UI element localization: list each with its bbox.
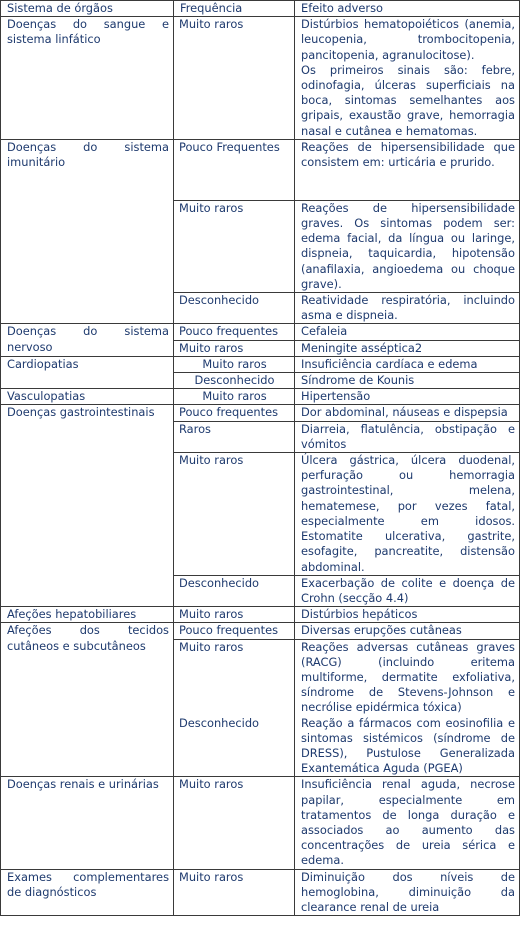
organ-cell: Doenças gastrointestinais — [1, 405, 174, 607]
effect-cell: Reações de hipersensibilidade que consistem em: urticária e prurido. — [295, 139, 520, 200]
frequency-cell: Muito raros — [174, 356, 295, 372]
frequency-label: Muito raros — [179, 639, 244, 654]
organ-cell: Doenças do sistema imunitário — [1, 139, 174, 324]
header-organ-system: Sistema de órgãos — [1, 1, 174, 17]
effect-paragraph: Reação a fármacos com eosinofilia e sintomas sistémicos (síndrome de DRESS), Pustulose Generalizada Exantemática Aguda (PGEA) — [301, 715, 515, 776]
organ-cell: Doenças do sistema nervoso — [1, 324, 174, 356]
spacer — [179, 655, 290, 716]
effect-paragraph: Os primeiros sinais são: febre, odinofagia, úlceras superficiais na boca, sintomas semelhantes aos gripais, exaustão grave, hemorragia nasal e cutânea e hematomas. — [301, 62, 515, 138]
frequency-cell: Muito raros — [174, 453, 295, 576]
effect-cell: Insuficiência cardíaca e edema — [295, 356, 520, 372]
effect-cell: Distúrbios hepáticos — [295, 607, 520, 623]
effect-cell: Úlcera gástrica, úlcera duodenal, perfuração ou hemorragia gastrointestinal, melena, hematemese, por vezes fatal, especialmente em idosos. Estomatite ulcerativa, gastrite, esofagite, pancreatite, distensão abdominal. — [295, 453, 520, 576]
table-row — [1, 607, 520, 623]
effect-cell — [295, 17, 520, 140]
table-row — [1, 356, 520, 372]
organ-cell: Afeções hepatobiliares — [1, 607, 174, 623]
effect-cell: Diversas erupções cutâneas — [295, 623, 520, 639]
table-row — [1, 139, 520, 200]
frequency-cell: Muito raros — [174, 17, 295, 140]
table-row — [1, 17, 520, 140]
header-adverse-effect: Efeito adverso — [295, 1, 520, 17]
frequency-cell — [174, 639, 295, 777]
organ-cell: Exames complementares de diagnósticos — [1, 869, 174, 916]
effect-cell: Síndrome de Kounis — [295, 373, 520, 389]
effect-paragraph: Distúrbios hematopoiéticos (anemia, leucopenia, trombocitopenia, pancitopenia, agranulocitose). — [301, 17, 515, 62]
frequency-cell: Muito raros — [174, 869, 295, 916]
frequency-cell: Desconhecido — [174, 575, 295, 606]
effect-cell: Diminuição dos níveis de hemoglobina, diminuição da clearance renal de ureia — [295, 869, 520, 916]
frequency-cell: Pouco Frequentes — [174, 139, 295, 200]
table-row — [1, 777, 520, 869]
table-row — [1, 324, 520, 340]
frequency-cell: Muito raros — [174, 777, 295, 869]
effect-cell: Reatividade respiratória, incluindo asma e dispneia. — [295, 293, 520, 324]
effect-cell — [295, 639, 520, 777]
organ-cell: Afeções dos tecidos cutâneos e subcutâneos — [1, 623, 174, 777]
organ-cell: Doenças renais e urinárias — [1, 777, 174, 869]
effect-cell: Cefaleia — [295, 324, 520, 340]
frequency-cell: Pouco frequentes — [174, 405, 295, 421]
effect-cell: Reações de hipersensibilidade graves. Os sintomas podem ser: edema facial, da língua ou laringe, dispneia, taquicardia, hipotensão (anafilaxia, angioedema ou choque grave). — [295, 200, 520, 292]
effect-cell: Dor abdominal, náuseas e dispepsia — [295, 405, 520, 421]
frequency-label: Desconhecido — [179, 715, 260, 730]
organ-cell: Cardiopatias — [1, 356, 174, 388]
table-row — [1, 405, 520, 421]
table-row — [1, 389, 520, 405]
organ-cell: Doenças do sangue e sistema linfático — [1, 17, 174, 140]
frequency-cell: Desconhecido — [174, 293, 295, 324]
effect-cell: Meningite asséptica2 — [295, 340, 520, 356]
frequency-cell: Pouco frequentes — [174, 623, 295, 639]
frequency-cell: Raros — [174, 421, 295, 452]
header-frequency: Frequência — [174, 1, 295, 17]
frequency-cell: Muito raros — [174, 607, 295, 623]
effect-cell: Exacerbação de colite e doença de Crohn (secção 4.4) — [295, 575, 520, 606]
frequency-cell: Muito raros — [174, 389, 295, 405]
frequency-cell: Muito raros — [174, 200, 295, 292]
effect-cell: Hipertensão — [295, 389, 520, 405]
frequency-cell: Pouco frequentes — [174, 324, 295, 340]
frequency-cell: Muito raros — [174, 340, 295, 356]
table-row — [1, 869, 520, 916]
effect-cell: Insuficiência renal aguda, necrose papilar, especialmente em tratamentos de longa duração e associados ao aumento das concentrações de ureia sérica e edema. — [295, 777, 520, 869]
table-header-row — [1, 1, 520, 17]
frequency-cell: Desconhecido — [174, 373, 295, 389]
organ-cell: Vasculopatias — [1, 389, 174, 405]
table-row — [1, 623, 520, 639]
effect-paragraph: Reações adversas cutâneas graves (RACG) (incluindo eritema multiforme, dermatite exfoliativa, síndrome de Stevens-Johnson e necrólise epidérmica tóxica) — [301, 639, 515, 715]
effect-cell: Diarreia, flatulência, obstipação e vómitos — [295, 421, 520, 452]
